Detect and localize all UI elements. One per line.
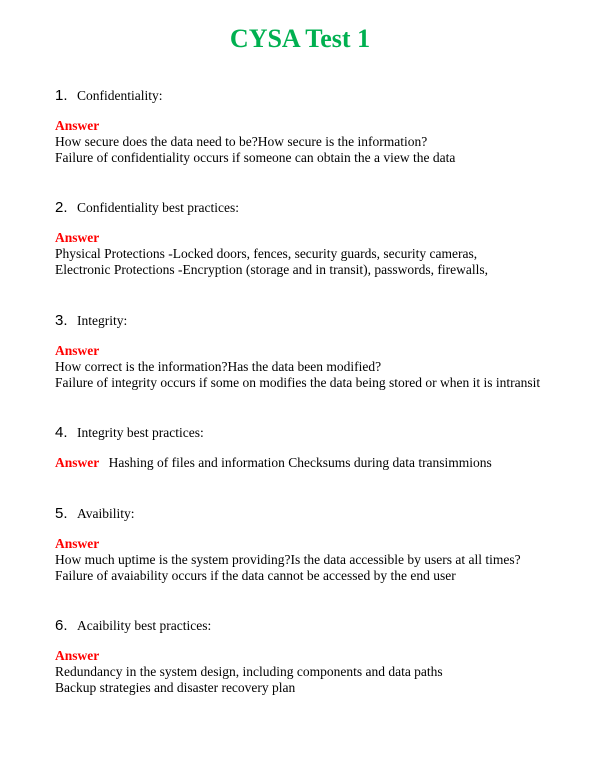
question-heading bbox=[55, 425, 585, 441]
answer-line: Failure of integrity occurs if some on modifies the data being stored or when it is intransit bbox=[55, 375, 541, 390]
answer-line: Redundancy in the system design, including components and data paths bbox=[55, 664, 443, 679]
answer-line: Electronic Protections -Encryption (storage and in transit), passwords, firewalls, bbox=[55, 262, 489, 277]
question-block-3 bbox=[55, 313, 585, 391]
question-number: 4. bbox=[55, 424, 68, 441]
question-text: Avaibility: bbox=[77, 506, 135, 521]
question-heading bbox=[55, 313, 585, 329]
question-text: Integrity: bbox=[77, 313, 128, 328]
answer-line: How correct is the information?Has the data been modified? bbox=[55, 359, 382, 374]
question-text: Integrity best practices: bbox=[77, 425, 204, 440]
answer-line: How secure does the data need to be?How secure is the information? bbox=[55, 134, 428, 149]
question-number: 6. bbox=[55, 617, 68, 634]
answer-label: Answer bbox=[55, 455, 100, 470]
question-heading bbox=[55, 618, 585, 634]
answer-label: Answer bbox=[55, 343, 100, 358]
question-heading bbox=[55, 506, 585, 522]
question-number: 3. bbox=[55, 312, 68, 329]
answer-label: Answer bbox=[55, 536, 100, 551]
question-number: 2. bbox=[55, 199, 68, 216]
answer-line: Physical Protections -Locked doors, fences, security guards, security cameras, bbox=[55, 246, 478, 261]
answer-line: Failure of confidentiality occurs if someone can obtain the a view the data bbox=[55, 150, 456, 165]
question-text: Acaibility best practices: bbox=[77, 618, 212, 633]
answer-inline bbox=[55, 455, 585, 471]
question-number: 5. bbox=[55, 505, 68, 522]
answer-line: How much uptime is the system providing?Is the data accessible by users at all times? bbox=[55, 552, 521, 567]
answer-label: Answer bbox=[55, 118, 100, 133]
question-number: 1. bbox=[55, 87, 68, 104]
answer-text: Hashing of files and information Checksums during data transimmions bbox=[108, 455, 492, 470]
answer-label: Answer bbox=[55, 648, 100, 663]
question-block-5 bbox=[55, 506, 585, 584]
question-block-6 bbox=[55, 618, 585, 696]
answer-line: Backup strategies and disaster recovery plan bbox=[55, 680, 296, 695]
question-block-4 bbox=[55, 425, 585, 471]
page-title: CYSA Test 1 bbox=[229, 24, 371, 53]
answer-label: Answer bbox=[55, 230, 100, 245]
question-block-2 bbox=[55, 200, 585, 278]
question-block-1 bbox=[55, 88, 585, 166]
question-text: Confidentiality: bbox=[77, 88, 163, 103]
answer-line: Failure of avaiability occurs if the data cannot be accessed by the end user bbox=[55, 568, 456, 583]
question-heading bbox=[55, 200, 585, 216]
question-heading bbox=[55, 88, 585, 104]
question-text: Confidentiality best practices: bbox=[77, 200, 239, 215]
